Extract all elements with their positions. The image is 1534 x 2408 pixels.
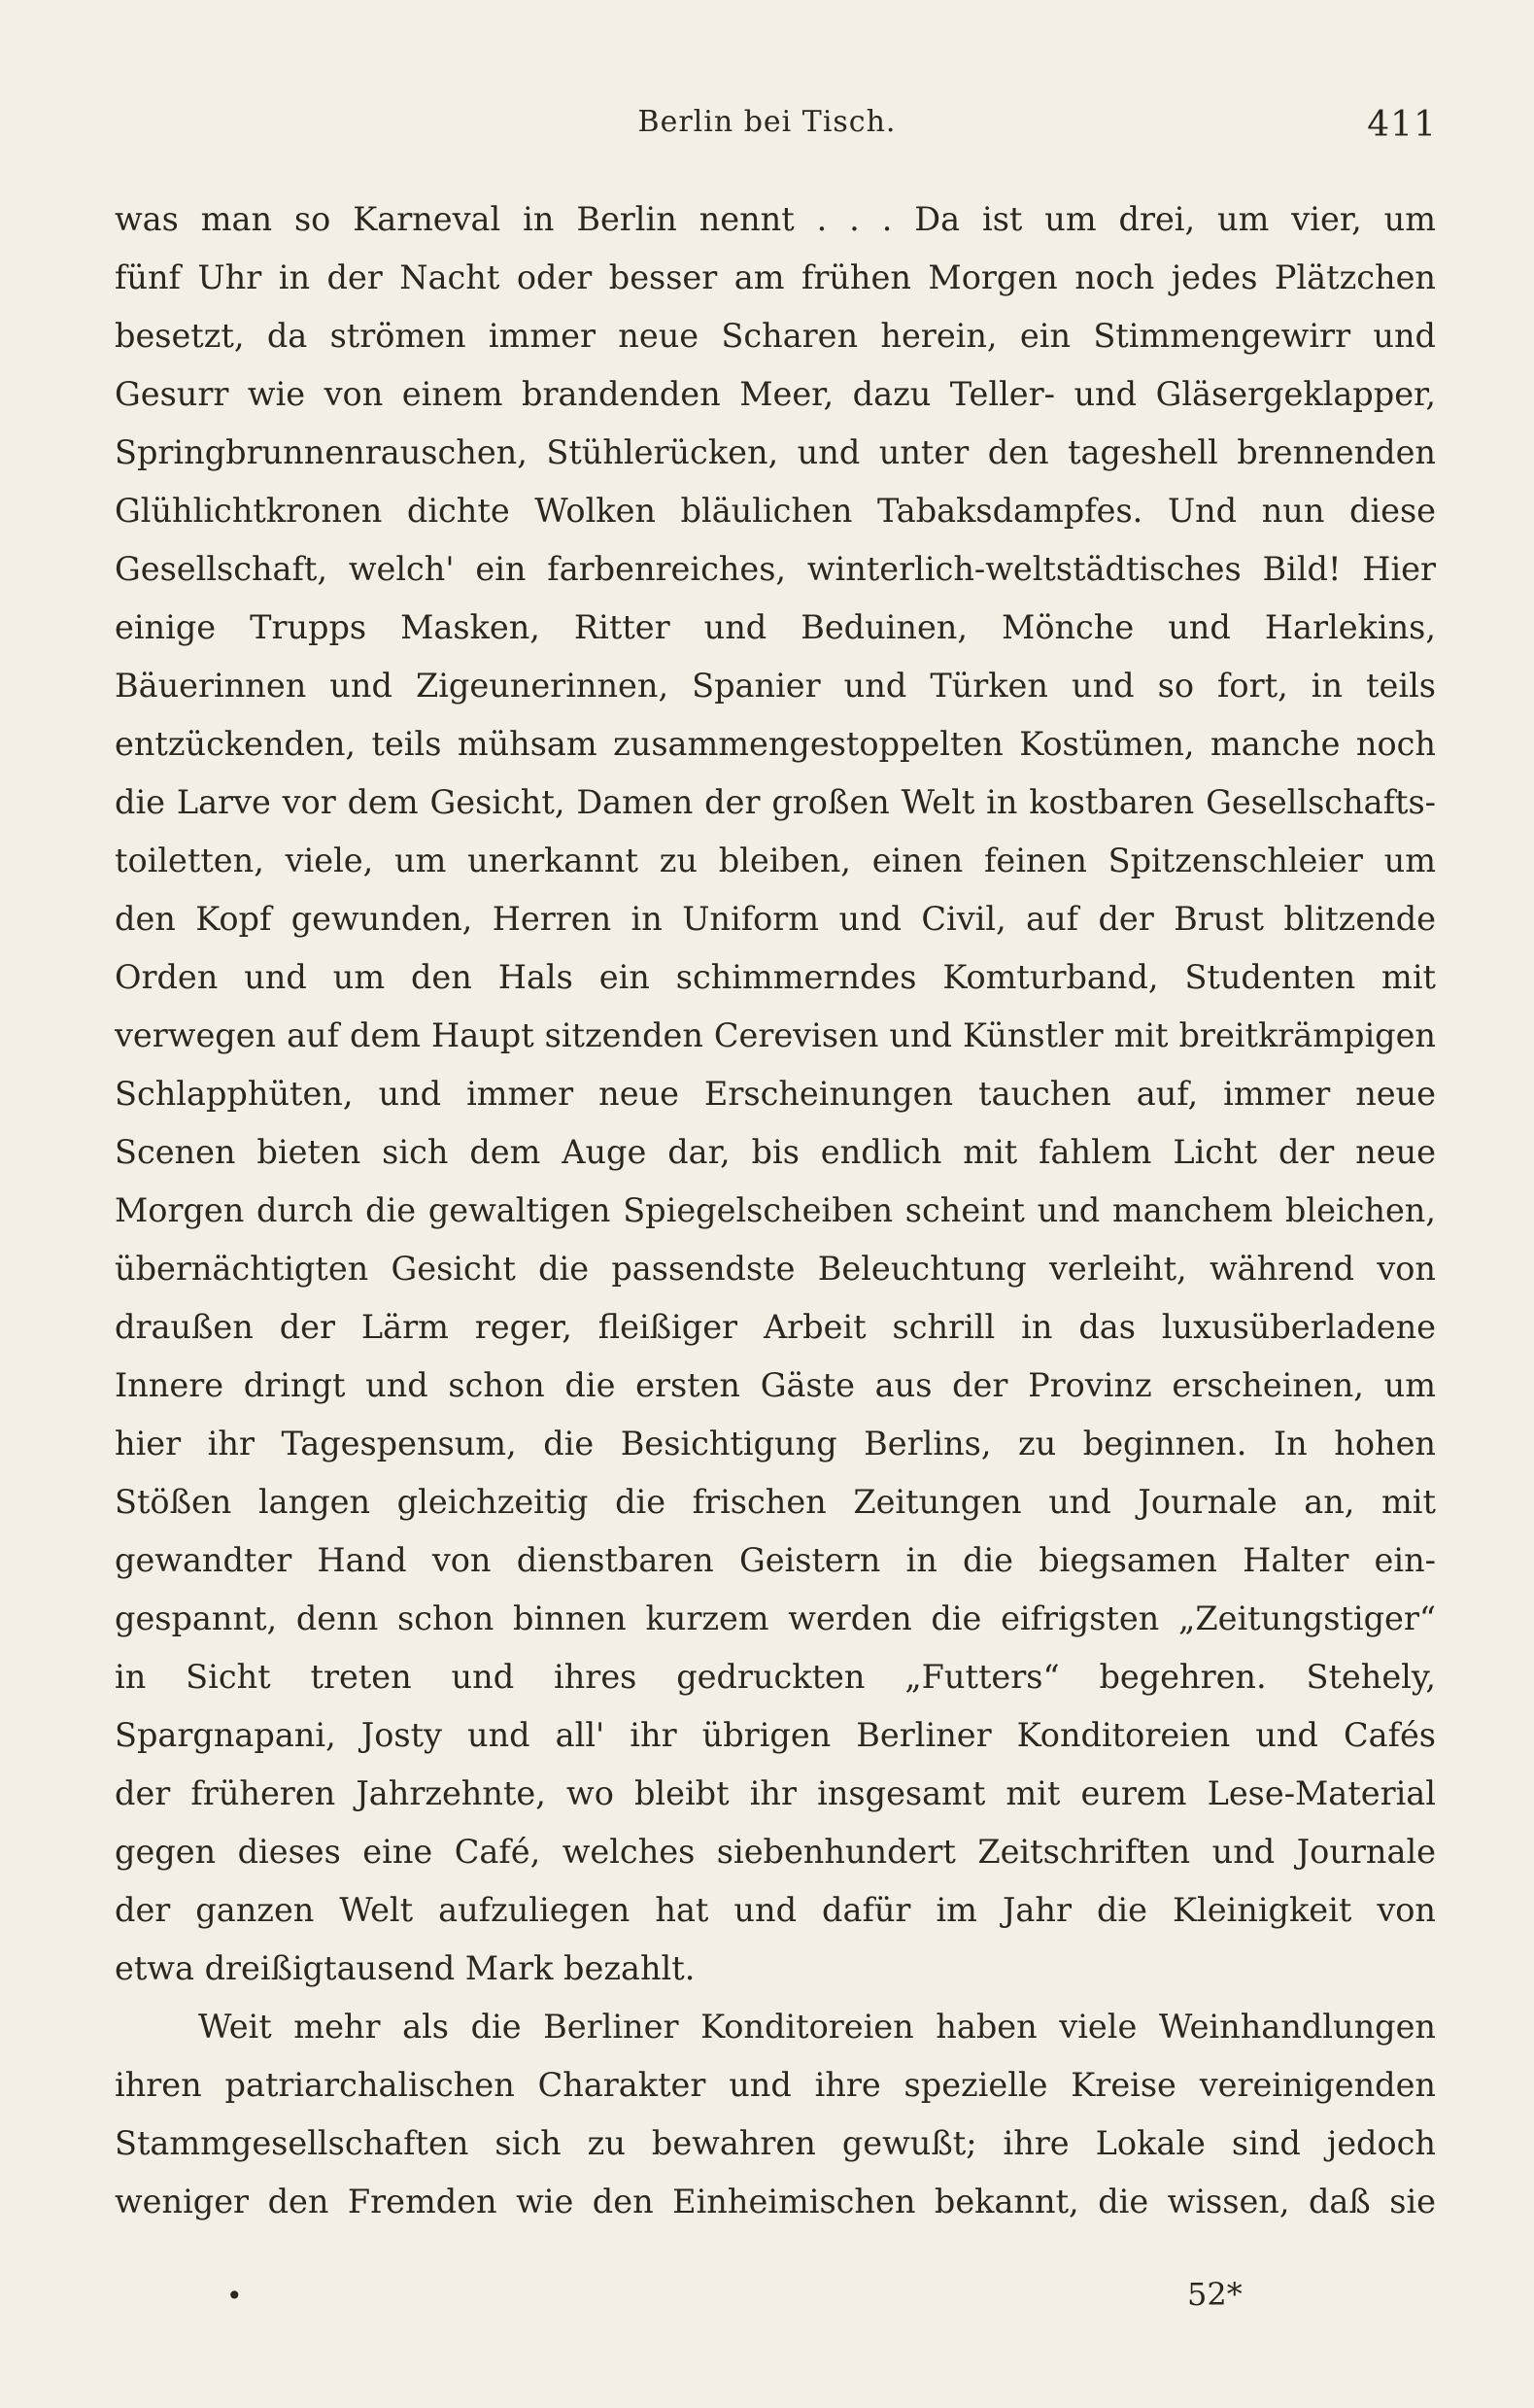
text-line: gegen dieses eine Café, welches siebenhundert Zeitschriften und Journale: [115, 1833, 1436, 1871]
text-line: Glühlichtkronen dichte Wolken bläulichen Tabaksdampfes. Und nun diese: [115, 492, 1436, 530]
text-line: Stößen langen gleichzeitig die frischen Zeitungen und Journale an, mit: [115, 1483, 1436, 1521]
text-line: Springbrunnenrauschen, Stühlerücken, und unter den tageshell brennenden: [115, 433, 1436, 471]
text-line: toiletten, viele, um unerkannt zu bleiben, einen feinen Spitzenschleier um: [115, 842, 1436, 879]
text-line: Schlapphüten, und immer neue Erscheinungen tauchen auf, immer neue: [115, 1075, 1436, 1113]
text-line: den Kopf gewunden, Herren in Uniform und Civil, auf der Brust blitzende: [115, 900, 1436, 938]
text-line: weniger den Fremden wie den Einheimischen bekannt, die wissen, daß sie: [115, 2183, 1436, 2220]
text-line: der ganzen Welt aufzuliegen hat und dafür im Jahr die Kleinigkeit von: [115, 1891, 1436, 1929]
page-footer: [0, 2276, 1534, 2324]
footer-mark: •: [226, 2280, 243, 2312]
text-line: in Sicht treten und ihres gedruckten „Futters“ begehren. Stehely,: [115, 1658, 1436, 1696]
text-line: die Larve vor dem Gesicht, Damen der großen Welt in kostbaren Gesellschafts-: [115, 783, 1436, 821]
text-line: hier ihr Tagespensum, die Besichtigung Berlins, zu beginnen. In hohen: [115, 1425, 1436, 1462]
text-line: Innere dringt und schon die ersten Gäste aus der Provinz erscheinen, um: [115, 1366, 1436, 1404]
text-line: was man so Karneval in Berlin nennt . . . Da ist um drei, um vier, um: [115, 200, 1436, 238]
text-line: Stammgesellschaften sich zu bewahren gewußt; ihre Lokale sind jedoch: [115, 2124, 1436, 2162]
text-line: Morgen durch die gewaltigen Spiegelscheiben scheint und manchem bleichen,: [115, 1191, 1436, 1229]
text-line: Gesellschaft, welch' ein farbenreiches, winterlich-weltstädtisches Bild! Hier: [115, 550, 1436, 588]
text-line: Bäuerinnen und Zigeunerinnen, Spanier und Türken und so fort, in teils: [115, 667, 1436, 705]
text-line: gewandter Hand von dienstbaren Geistern in die biegsamen Halter ein-: [115, 1541, 1436, 1579]
page-number: 411: [1367, 105, 1437, 145]
text-line: der früheren Jahrzehnte, wo bleibt ihr insgesamt mit eurem Lese-Material: [115, 1774, 1436, 1812]
signature-mark: 52*: [1187, 2276, 1243, 2313]
text-line: Gesurr wie von einem brandenden Meer, dazu Teller- und Gläsergeklapper,: [115, 375, 1436, 413]
running-title: Berlin bei Tisch.: [637, 105, 897, 139]
paragraph-2: [115, 1998, 1436, 2231]
text-line: Scenen bieten sich dem Auge dar, bis endlich mit fahlem Licht der neue: [115, 1133, 1436, 1171]
text-line: fünf Uhr in der Nacht oder besser am frühen Morgen noch jedes Plätzchen: [115, 258, 1436, 296]
text-line: ihren patriarchalischen Charakter und ihre spezielle Kreise vereinigenden: [115, 2066, 1436, 2104]
paragraph-1: [115, 190, 1436, 1998]
text-line: übernächtigten Gesicht die passendste Beleuchtung verleiht, während von: [115, 1250, 1436, 1288]
text-line: verwegen auf dem Haupt sitzenden Cerevisen und Künstler mit breitkrämpigen: [115, 1016, 1436, 1054]
text-line: gespannt, denn schon binnen kurzem werden die eifrigsten „Zeitungstiger“: [115, 1600, 1436, 1637]
page-header: [0, 105, 1534, 154]
text-line: Spargnapani, Josty und all' ihr übrigen Berliner Konditoreien und Cafés: [115, 1716, 1436, 1754]
body-text: [115, 190, 1436, 2231]
text-line: Orden und um den Hals ein schimmerndes Komturband, Studenten mit: [115, 958, 1436, 996]
text-line: einige Trupps Masken, Ritter und Beduinen, Mönche und Harlekins,: [115, 608, 1436, 646]
text-line: entzückenden, teils mühsam zusammengestoppelten Kostümen, manche noch: [115, 725, 1436, 763]
text-line: Weit mehr als die Berliner Konditoreien haben viele Weinhandlungen: [198, 2008, 1436, 2046]
text-line: draußen der Lärm reger, fleißiger Arbeit schrill in das luxusüberladene: [115, 1308, 1436, 1346]
text-line: etwa dreißigtausend Mark bezahlt.: [115, 1949, 696, 1987]
text-line: besetzt, da strömen immer neue Scharen herein, ein Stimmengewirr und: [115, 317, 1436, 355]
